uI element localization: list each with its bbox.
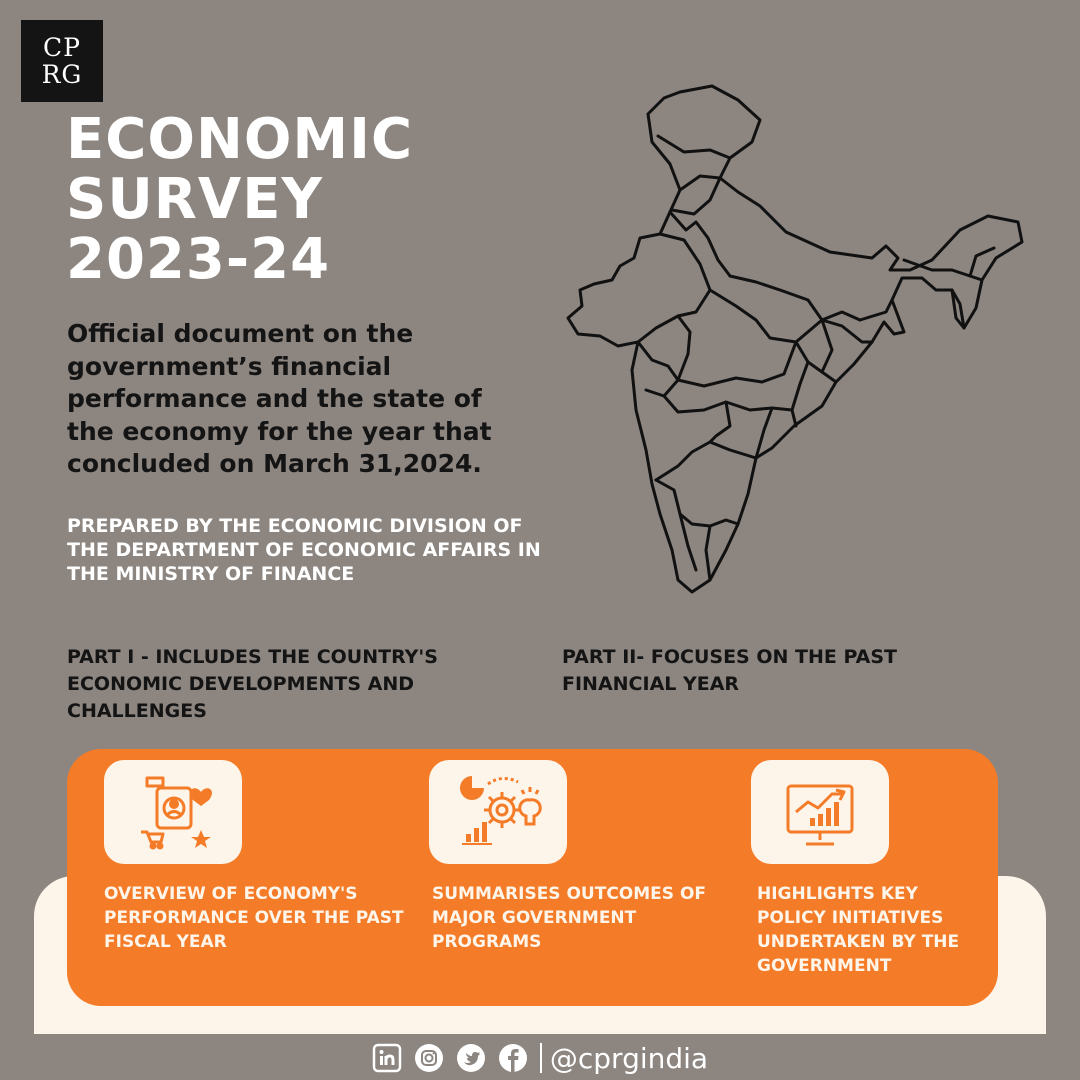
social-handle[interactable]: @cprgindia [549,1041,709,1075]
part-one-text: PART I - INCLUDES THE COUNTRY'S ECONOMIC DEVELOPMENTS AND CHALLENGES [67,646,438,722]
analytics-gear-icon [448,772,548,852]
title-line-3: 2023-24 [66,227,331,292]
subtitle: Official document on the government’s financial performance and the state of the economy for the year that concluded on March 31,2024. [67,319,492,478]
linkedin-icon[interactable] [372,1043,402,1073]
feature-card-3 [751,760,889,864]
feature-text-1: OVERVIEW OF ECONOMY'S PERFORMANCE OVER THE PAST FISCAL YEAR [104,884,404,952]
divider [540,1043,542,1073]
feature-text-2: SUMMARISES OUTCOMES OF MAJOR GOVERNMENT PROGRAMS [432,884,707,952]
title-line-1: ECONOMIC [66,107,414,172]
part-two-text: PART II- FOCUSES ON THE PAST FINANCIAL YEAR [562,646,897,695]
logo-line-2: RG [41,60,83,89]
india-map-icon [560,80,1040,610]
facebook-icon[interactable] [498,1043,528,1073]
feature-text-3: HIGHLIGHTS KEY POLICY INITIATIVES UNDERTAKEN BY THE GOVERNMENT [757,884,960,976]
page-title [66,107,414,292]
cprg-logo [21,20,103,102]
feature-card-1 [104,760,242,864]
prepared-by-text: PREPARED BY THE ECONOMIC DIVISION OF THE DEPARTMENT OF ECONOMIC AFFAIRS IN THE MINISTRY OF FINANCE [67,515,541,585]
feature-card-2 [429,760,567,864]
title-line-2: SURVEY [66,167,324,232]
instagram-icon[interactable] [414,1043,444,1073]
logo-line-1: CP [43,33,81,62]
social-bar [0,1040,1080,1076]
monitor-chart-icon [770,772,870,852]
ecommerce-heart-icon [123,772,223,852]
twitter-icon[interactable] [456,1043,486,1073]
